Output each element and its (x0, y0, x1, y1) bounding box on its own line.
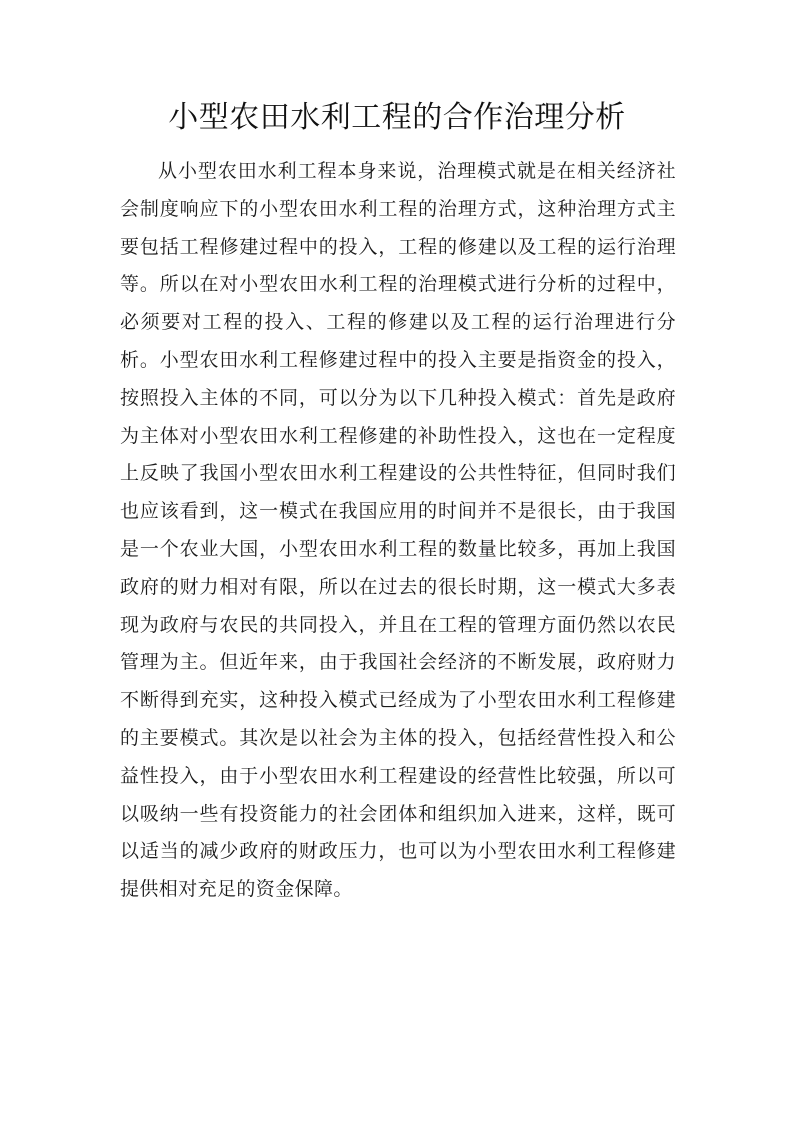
body-paragraph: 从小型农田水利工程本身来说，治理模式就是在相关经济社会制度响应下的小型农田水利工程的治理方式，这种治理方式主要包括工程修建过程中的投入，工程的修建以及工程的运行治理等。所以在对小型农田水利工程的治理模式进行分析的过程中，必须要对工程的投入、工程的修建以及工程的运行治理进行分析。小型农田水利工程修建过程中的投入主要是指资金的投入，按照投入主体的不同，可以分为以下几种投入模式：首先是政府为主体对小型农田水利工程修建的补助性投入，这也在一定程度上反映了我国小型农田水利工程建设的公共性特征，但同时我们也应该看到，这一模式在我国应用的时间并不是很长，由于我国是一个农业大国，小型农田水利工程的数量比较多，再加上我国政府的财力相对有限，所以在过去的很长时期，这一模式大多表现为政府与农民的共同投入，并且在工程的管理方面仍然以农民管理为主。但近年来，由于我国社会经济的不断发展，政府财力不断得到充实，这种投入模式已经成为了小型农田水利工程修建的主要模式。其次是以社会为主体的投入，包括经营性投入和公益性投入，由于小型农田水利工程建设的经营性比较强，所以可以吸纳一些有投资能力的社会团体和组织加入进来，这样，既可以适当的减少政府的财政压力，也可以为小型农田水利工程修建提供相对充足的资金保障。 (120, 160, 676, 901)
page-title: 小型农田水利工程的合作治理分析 (168, 100, 626, 135)
